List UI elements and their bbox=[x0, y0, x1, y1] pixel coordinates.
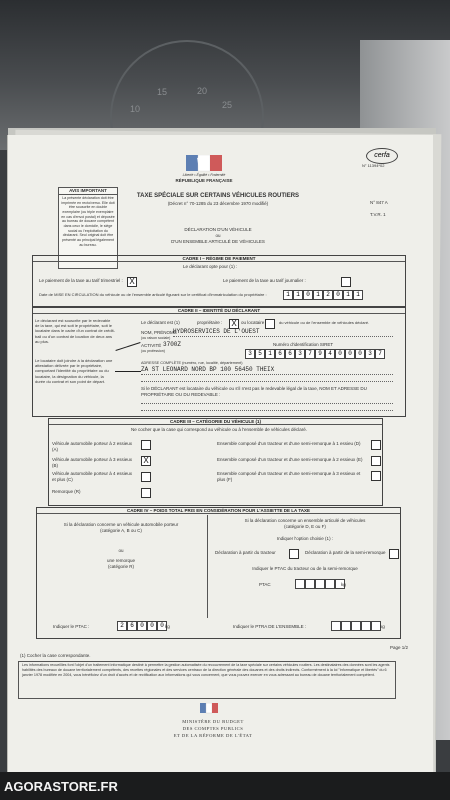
ptra-label: Indiquer le PTRA DE L'ENSEMBLE : bbox=[233, 624, 307, 629]
address-label: ADRESSE COMPLÈTE (numéro, rue, localité, département) bbox=[141, 361, 243, 365]
declaration-line-2: D'UN ENSEMBLE ARTICULÉ DE VÉHICULES bbox=[171, 239, 265, 244]
ministry-line-3: ET DE LA RÉFORME DE L'ÉTAT bbox=[173, 733, 253, 738]
empty-digit-box bbox=[351, 621, 361, 631]
owner-checkbox[interactable]: X bbox=[229, 319, 239, 329]
form-number: N° 847 A bbox=[370, 200, 388, 205]
remorque-label: une remorque bbox=[106, 558, 136, 563]
owner-label: propriétaire : bbox=[197, 320, 223, 325]
divider bbox=[141, 403, 393, 404]
cadre-1-title: CADRE I – RÉGIME DE PAIEMENT bbox=[33, 256, 405, 262]
siret-digit: 9 bbox=[315, 349, 325, 359]
date-digit: 1 bbox=[353, 290, 363, 300]
ptac-digit: 6 bbox=[127, 621, 137, 631]
registration-date-label: Date de MISE EN CIRCULATION du véhicule ou de l'ensemble articulé figurant sur le certificat d'immatriculation du propriétaire : bbox=[39, 292, 267, 297]
footnote: (1) Cocher la case correspondante. bbox=[20, 653, 91, 658]
ensemble-label: Si la déclaration concerne un ensemble articulé de véhicules bbox=[244, 518, 366, 523]
form-title: TAXE SPÉCIALE SUR CERTAINS VÉHICULES ROUTIERS bbox=[136, 193, 300, 199]
category-b-label: Véhicule automobile porteur à 3 essieux (B) bbox=[52, 457, 133, 468]
siret-digit: 0 bbox=[345, 349, 355, 359]
declaration-line-1: DÉCLARATION D'UN VÉHICULE bbox=[184, 227, 252, 232]
cadre-1-intro: Le déclarant opte pour (1) : bbox=[183, 264, 238, 269]
cadre-2-declarant bbox=[32, 307, 406, 417]
company-name-hint: (ou raison sociale) bbox=[141, 336, 171, 340]
category-e-checkbox[interactable] bbox=[371, 456, 381, 466]
ptac-digit: 0 bbox=[137, 621, 147, 631]
ministry-line-1: MINISTÈRE DU BUDGET bbox=[182, 719, 244, 724]
siret-digit: 7 bbox=[305, 349, 315, 359]
ministry-line-2: DES COMPTES PUBLICS bbox=[182, 726, 244, 731]
empty-digit-box bbox=[341, 621, 351, 631]
ministry-logo-icon bbox=[200, 703, 218, 715]
quarterly-label: Le paiement de la taxe au tarif trimestriel : bbox=[39, 278, 123, 283]
category-f-label: Ensemble composé d'un tracteur et d'une semi-remorque à 3 essieux et plus (F) bbox=[217, 471, 361, 482]
ptac-tracteur-label: Indiquer le PTAC du tracteur ou de la semi-remorque bbox=[252, 566, 358, 571]
option-label: Indiquer l'option choisie (1) : bbox=[276, 536, 334, 541]
privacy-notice: Les informations recueillies font l'objet d'un traitement informatique destiné à permettre la gestion automatisée du recouvrement de la taxe spéciale sur certains véhicules routiers. Les destinataires des données sont les agents habilités des bureaux de douane territorialement compétents, des recettes régionales et des services centraux de la direction générale des douanes et des droits indirects. Conformément à la loi "informatique et libertés" du 6 janvier 1978 modifiée en 2004, vous bénéficiez d'un droit d'accès et de rectification aux informations qui vous concernent, que vous pouvez exercer en vous adressant au bureau de douane territorialement compétent. bbox=[18, 661, 396, 699]
ptac-left-label: Indiquer le PTAC : bbox=[53, 624, 90, 629]
siret-digit: 7 bbox=[375, 349, 385, 359]
category-d-label: Ensemble composé d'un tracteur et d'une semi-remorque à 1 essieu (D) bbox=[217, 441, 361, 446]
cadre-1-payment bbox=[32, 255, 406, 307]
declaration-or: ou bbox=[215, 233, 221, 238]
category-f-checkbox[interactable] bbox=[371, 471, 381, 481]
ptac-digit: 0 bbox=[147, 621, 157, 631]
profession-hint: (ou profession) bbox=[141, 349, 165, 353]
owner-note: Si le DÉCLARANT est locataire du véhicule ou s'il n'est pas le redevable légal de la taxe, NOM ET ADRESSE DU PROPRIÉTAIRE OU DU REDEVABLE : bbox=[141, 386, 367, 397]
republic-name: RÉPUBLIQUE FRANÇAISE bbox=[175, 178, 233, 183]
category-a-label: Véhicule automobile porteur à 2 essieux (A) bbox=[52, 441, 133, 452]
empty-digit-box bbox=[361, 621, 371, 631]
divider bbox=[141, 381, 393, 382]
divider bbox=[207, 515, 208, 618]
kg-unit: kg bbox=[380, 624, 385, 629]
avis-title: AVIS IMPORTANT bbox=[59, 188, 117, 195]
siret-digit: 5 bbox=[255, 349, 265, 359]
date-digit: 0 bbox=[333, 290, 343, 300]
declarant-info-text: Le déclarant est souscrite par le redevable de la taxe, qui est soit le propriétaire, soit le locataire dans le cadre d'un contrat de crédit-bail ou d'un contrat de location de deux ans au plus. bbox=[35, 318, 115, 344]
cerfa-logo: cerfa bbox=[366, 148, 398, 164]
tenant-label: ou locataire bbox=[241, 320, 265, 325]
republic-motto: Liberté • Égalité • Fraternité bbox=[182, 173, 226, 177]
category-c-checkbox[interactable] bbox=[141, 472, 151, 482]
siret-label: Numéro d'identification SIRET bbox=[273, 342, 334, 347]
page-number: Page 1/2 bbox=[390, 645, 409, 650]
cadre-3-intro: Ne cocher que la case qui correspond au véhicule ou à l'ensemble de véhicules déclaré. bbox=[131, 427, 307, 432]
divider bbox=[173, 336, 393, 337]
daily-label: Le paiement de la taxe au tarif journalier : bbox=[223, 278, 306, 283]
siret-digit: 6 bbox=[285, 349, 295, 359]
quarterly-checkbox[interactable]: X bbox=[127, 277, 137, 287]
vehicle-note: du véhicule ou de l'ensemble de véhicules déclaré. bbox=[279, 320, 370, 325]
ptac-ensemble-field[interactable] bbox=[295, 579, 345, 589]
cadre-4-title: CADRE IV – POIDS TOTAL PRIS EN CONSIDÉRATION POUR L'ASSIETTE DE LA TAXE bbox=[37, 508, 400, 514]
speedometer-gauge: 10 15 20 25 bbox=[110, 40, 264, 194]
date-digit: 1 bbox=[343, 290, 353, 300]
date-digit: 0 bbox=[303, 290, 313, 300]
ptac-field[interactable] bbox=[117, 621, 167, 631]
declarant-is-label: Le déclarant est (1) bbox=[141, 320, 180, 325]
remorque-category: (catégorie R) bbox=[107, 564, 134, 569]
siret-digit: 0 bbox=[335, 349, 345, 359]
siret-digit: 3 bbox=[245, 349, 255, 359]
form-page bbox=[7, 135, 433, 783]
ptac-digit: 0 bbox=[157, 621, 167, 631]
empty-digit-box bbox=[295, 579, 305, 589]
siret-digit: 6 bbox=[275, 349, 285, 359]
tracteur-checkbox[interactable] bbox=[289, 549, 299, 559]
name-value[interactable]: HYDROSERVICES DE L'OUEST bbox=[173, 328, 260, 335]
date-digit: 2 bbox=[323, 290, 333, 300]
siret-digit: 0 bbox=[355, 349, 365, 359]
cadre-3-title: CADRE III – CATÉGORIE DU VÉHICULE (1) bbox=[49, 419, 382, 425]
name-label: NOM, PRÉNOMS bbox=[141, 330, 177, 335]
empty-digit-box bbox=[305, 579, 315, 589]
date-digit: 1 bbox=[283, 290, 293, 300]
arrow-line bbox=[115, 342, 140, 351]
siret-digit: 3 bbox=[295, 349, 305, 359]
arrow-line bbox=[115, 371, 141, 372]
cadre-4-weight bbox=[36, 507, 401, 639]
ptra-field[interactable] bbox=[331, 621, 381, 631]
tenant-checkbox[interactable] bbox=[265, 319, 275, 329]
cadre-2-title: CADRE II – IDENTITÉ DU DÉCLARANT bbox=[33, 308, 405, 314]
siret-digit: 3 bbox=[365, 349, 375, 359]
siret-digit: 4 bbox=[325, 349, 335, 359]
category-d-checkbox[interactable] bbox=[371, 440, 381, 450]
ptac-digit: 2 bbox=[117, 621, 127, 631]
registration-date-field[interactable] bbox=[283, 290, 363, 300]
porteur-categories: (catégorie A, B ou C) bbox=[100, 528, 142, 533]
tracteur-label: Déclaration à partir du tracteur bbox=[215, 550, 276, 555]
kg-unit: kg bbox=[165, 624, 170, 629]
category-a-checkbox[interactable] bbox=[141, 440, 151, 450]
kg-unit: kg bbox=[341, 582, 346, 587]
ptac-label: PTAC bbox=[259, 582, 271, 587]
watermark-text: AGORASTORE.FR bbox=[4, 779, 118, 794]
daily-checkbox[interactable] bbox=[341, 277, 351, 287]
activity-label: ACTIVITÉ bbox=[141, 343, 162, 348]
empty-digit-box bbox=[325, 579, 335, 589]
category-r-label: Remorque (R) bbox=[52, 489, 81, 494]
empty-digit-box bbox=[331, 621, 341, 631]
tvr-code: T.V.R. 1 bbox=[370, 212, 386, 217]
ensemble-categories: (catégorie D, E ou F) bbox=[284, 524, 326, 529]
cerfa-number: N° 11394*02 bbox=[362, 163, 385, 168]
address-value[interactable]: ZA ST LEONARD NORD BP 100 56450 THEIX bbox=[141, 366, 275, 373]
decree-reference: (Décret n° 70-1285 du 23 décembre 1970 modifié) bbox=[167, 201, 269, 206]
activity-value[interactable]: 3700Z bbox=[163, 341, 182, 348]
category-r-checkbox[interactable] bbox=[141, 488, 151, 498]
semi-remorque-checkbox[interactable] bbox=[389, 549, 399, 559]
semi-remorque-label: Déclaration à partir de la semi-remorque bbox=[305, 550, 386, 555]
avis-text: La présente déclaration doit être imprimée en recto/verso. Elle doit être souscrite en double exemplaire (ou triple exemplaire en cas d'envoi postal) et déposée au bureau de douane compétent dans ceux le domicile, le siège social ou l'exploitation du déclarant. Seul original doit être présenté au principal légalement au bureau. bbox=[61, 195, 115, 247]
cadre-3-category bbox=[48, 418, 383, 506]
date-digit: 1 bbox=[293, 290, 303, 300]
or-label: ou bbox=[118, 548, 124, 553]
locataire-info-text: Le locataire doit joindre à la déclaration une attestation délivrée par le propriétaire, comportant l'identité du propriétaire ou du locataire, la désignation du véhicule, la durée du contrat et son point de départ. bbox=[35, 358, 113, 384]
category-c-label: Véhicule automobile porteur à 4 essieux et plus (C) bbox=[52, 471, 133, 482]
siret-field[interactable] bbox=[245, 349, 385, 359]
divider bbox=[141, 410, 393, 411]
category-b-checkbox[interactable]: X bbox=[141, 456, 151, 466]
porteur-label: Si la déclaration concerne un véhicule automobile porteur bbox=[63, 522, 179, 527]
category-e-label: Ensemble composé d'un tracteur et d'une semi-remorque à 2 essieux (E) bbox=[217, 457, 363, 462]
date-digit: 1 bbox=[313, 290, 323, 300]
empty-digit-box bbox=[315, 579, 325, 589]
divider bbox=[141, 374, 393, 375]
siret-digit: 1 bbox=[265, 349, 275, 359]
